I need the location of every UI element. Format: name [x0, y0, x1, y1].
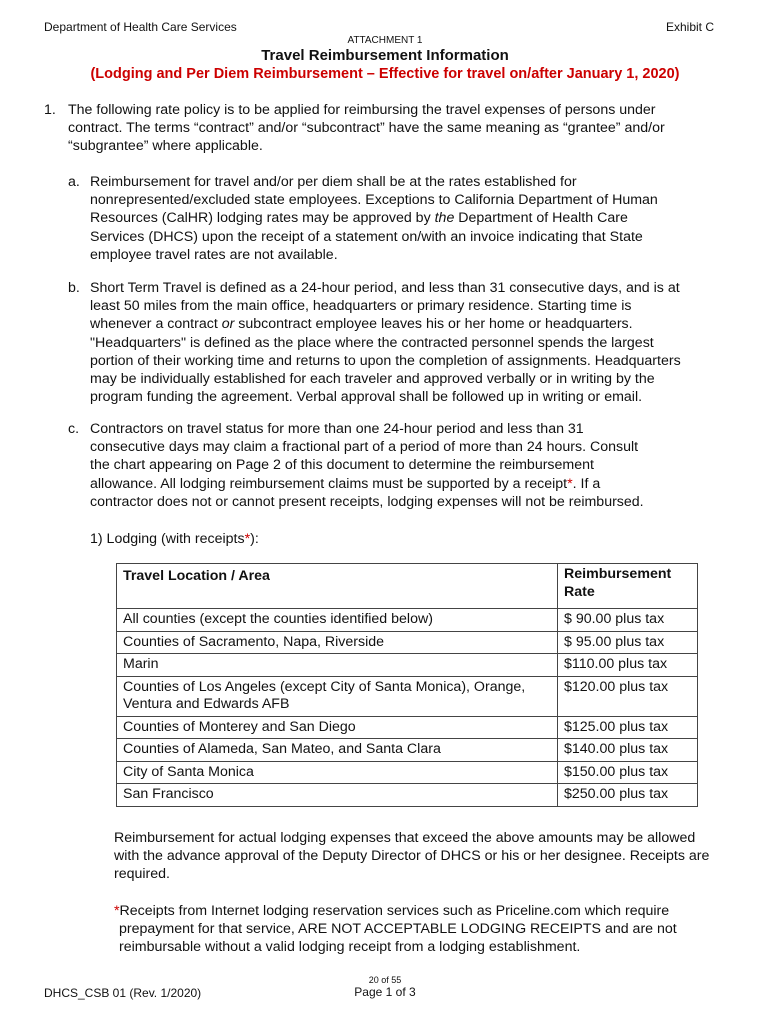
attachment-label: ATTACHMENT 1 — [347, 35, 423, 46]
item-line: consecutive days may claim a fractional part of a period of more than 24 hours. Consult — [90, 439, 639, 456]
rate-cell: $120.00 plus tax — [558, 676, 698, 716]
lodging-heading — [90, 530, 259, 548]
item-line: program funding the agreement. Verbal approval shall be followed up in writing or email. — [90, 389, 643, 406]
page-number-block — [330, 975, 440, 999]
receipt-warning — [114, 902, 754, 957]
item-b — [68, 279, 758, 406]
warning-line — [114, 902, 754, 920]
text-run: Resources (CalHR) lodging rates may be approved by — [90, 210, 435, 227]
column-header-location: Travel Location / Area — [117, 564, 558, 609]
item-line: portion of their working time and returns to upon the completion of assignments. Headquarters — [90, 352, 681, 369]
item-line: contractor does not or cannot present receipts, lodging expenses will not be reimbursed. — [90, 493, 644, 510]
table-row — [117, 784, 698, 807]
rate-cell: $140.00 plus tax — [558, 739, 698, 762]
location-cell: San Francisco — [117, 784, 558, 807]
item-line: employee travel rates are not available. — [90, 246, 338, 263]
text-run: ): — [250, 531, 259, 547]
item-line: "Headquarters" is defined as the place where the contracted personnel spends the largest — [90, 334, 654, 351]
text-run: Department of Health Care — [454, 210, 628, 227]
item-a — [68, 173, 748, 264]
text-run: Receipts from Internet lodging reservation services such as Priceline.com which require — [119, 903, 670, 919]
text-run: whenever a contract — [90, 316, 222, 333]
rate-cell: $ 90.00 plus tax — [558, 609, 698, 632]
emphasis-text: or — [221, 316, 235, 333]
location-cell: Counties of Sacramento, Napa, Riverside — [117, 631, 558, 654]
table-row — [117, 609, 698, 632]
item-line: may be individually established for each traveler and approved verbally or in writing by the — [90, 371, 655, 388]
form-id: DHCS_CSB 01 (Rev. 1/2020) — [44, 986, 202, 1000]
location-cell: Counties of Los Angeles (except City of Santa Monica), Orange, Ventura and Edwards AFB — [117, 676, 558, 716]
location-cell: City of Santa Monica — [117, 761, 558, 784]
text-run: . If a — [572, 475, 601, 492]
table-row — [117, 716, 698, 739]
text-run: 1) Lodging (with receipts — [90, 531, 245, 547]
document-page-count: 20 of 55 — [368, 975, 402, 985]
item-line: least 50 miles from the main office, headquarters or primary residence. Starting time is — [90, 298, 632, 315]
lodging-rate-table — [116, 563, 698, 807]
item-letter: c. — [68, 421, 80, 437]
section-1 — [44, 101, 744, 156]
warning-line: prepayment for that service, ARE NOT ACCEPTABLE LODGING RECEIPTS and are not — [119, 921, 677, 938]
item-letter: a. — [68, 174, 80, 190]
table-row — [117, 676, 698, 716]
rate-cell: $ 95.00 plus tax — [558, 631, 698, 654]
asterisk-marker: * — [244, 531, 251, 547]
exhibit-label: Exhibit C — [665, 20, 714, 34]
item-letter: b. — [68, 280, 80, 296]
location-cell: Counties of Monterey and San Diego — [117, 716, 558, 739]
page-subtitle: (Lodging and Per Diem Reimbursement – Effective for travel on/after January 1, 2020) — [90, 66, 680, 82]
page-number: Page 1 of 3 — [354, 985, 416, 999]
section-line: The following rate policy is to be applied for reimbursing the travel expenses of persons under — [68, 102, 656, 118]
item-line: Contractors on travel status for more than one 24-hour period and less than 31 — [90, 421, 584, 437]
item-line: Services (DHCS) upon the receipt of a statement on/with an invoice indicating that State — [90, 228, 643, 245]
location-cell: Marin — [117, 654, 558, 677]
item-line — [90, 475, 748, 493]
rate-cell: $250.00 plus tax — [558, 784, 698, 807]
item-line: Short Term Travel is defined as a 24-hour period, and less than 31 consecutive days, and is at — [90, 280, 680, 296]
asterisk-marker: * — [114, 903, 120, 919]
item-line — [90, 209, 748, 227]
item-line: the chart appearing on Page 2 of this document to determine the reimbursement — [90, 457, 594, 474]
table-row — [117, 654, 698, 677]
item-line: Reimbursement for travel and/or per diem shall be at the rates established for — [90, 174, 577, 190]
rate-cell: $150.00 plus tax — [558, 761, 698, 784]
page-title: Travel Reimbursement Information — [261, 47, 509, 64]
department-name: Department of Health Care Services — [44, 20, 237, 34]
location-cell: All counties (except the counties identified below) — [117, 609, 558, 632]
table-row — [117, 739, 698, 762]
table-row — [117, 631, 698, 654]
rate-cell: $125.00 plus tax — [558, 716, 698, 739]
location-cell: Counties of Alameda, San Mateo, and Santa Clara — [117, 739, 558, 762]
text-run: subcontract employee leaves his or her home or headquarters. — [234, 316, 633, 333]
section-line: contract. The terms “contract” and/or “subcontract” have the same meaning as “grantee” and/or — [68, 120, 665, 137]
table-row — [117, 761, 698, 784]
item-c — [68, 420, 748, 511]
section-line: “subgrantee” where applicable. — [68, 138, 263, 155]
item-line — [90, 315, 758, 333]
item-line: nonrepresented/excluded state employees. Exceptions to California Department of Human — [90, 192, 658, 209]
lodging-note: Reimbursement for actual lodging expenses that exceed the above amounts may be allowed with the advance approval of the Deputy Director of DHCS or his or her designee. Receipts are required. — [114, 830, 710, 883]
section-number: 1. — [44, 102, 56, 118]
column-header-rate: Reimbursement Rate — [558, 564, 698, 609]
table-header-row — [117, 564, 698, 609]
emphasis-text: the — [434, 210, 455, 227]
warning-line: reimbursable without a valid lodging receipt from a lodging establishment. — [119, 939, 581, 956]
text-run: allowance. All lodging reimbursement claims must be supported by a receipt — [90, 475, 568, 492]
rate-cell: $110.00 plus tax — [558, 654, 698, 677]
asterisk-marker: * — [567, 475, 573, 492]
